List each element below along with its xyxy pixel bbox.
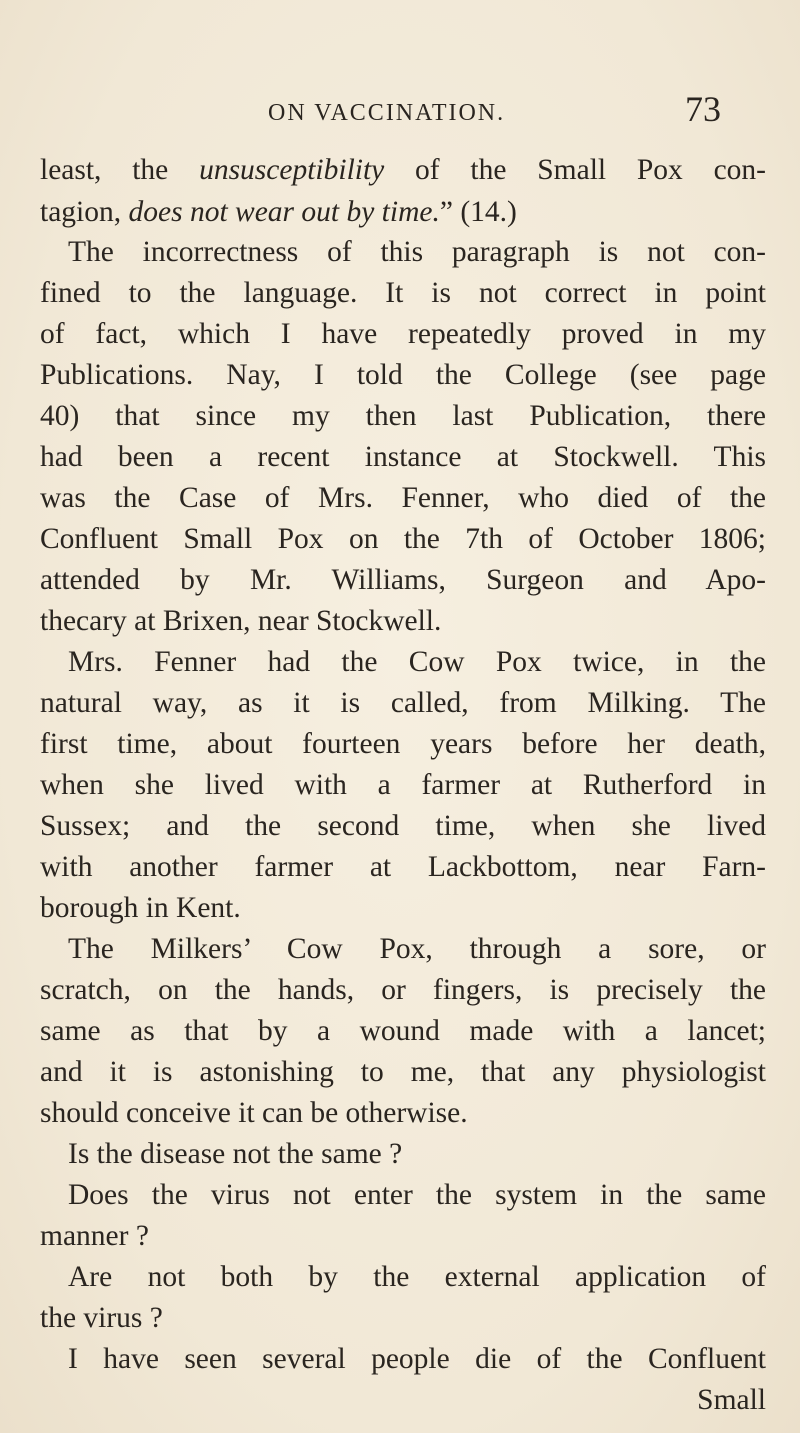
text-line: Confluent Small Pox on the 7th of October 1806; [40, 523, 766, 555]
text-line: Publications. Nay, I told the College (see page [40, 359, 766, 391]
text-line: first time, about fourteen years before her death, [40, 728, 766, 760]
text-line: Mrs. Fenner had the Cow Pox twice, in the [68, 646, 766, 678]
text-line: was the Case of Mrs. Fenner, who died of the [40, 482, 766, 514]
text-line: attended by Mr. Williams, Surgeon and Apo- [40, 564, 766, 596]
text-line: when she lived with a farmer at Rutherford in [40, 769, 766, 801]
text-line: 40) that since my then last Publication, there [40, 400, 766, 432]
text-line: manner ? [40, 1220, 149, 1252]
text-line: of fact, which I have repeatedly proved in my [40, 318, 766, 350]
text-line: Sussex; and the second time, when she lived [40, 810, 766, 842]
text-line: I have seen several people die of the Confluent [68, 1343, 766, 1375]
text-line: borough in Kent. [40, 892, 241, 924]
catchword: Small [697, 1384, 766, 1416]
text-line: tagion, does not wear out by time.” (14.) [40, 196, 517, 228]
text-line: thecary at Brixen, near Stockwell. [40, 605, 442, 637]
text-line: had been a recent instance at Stockwell. This [40, 441, 766, 473]
italic-phrase: does not wear out by time. [128, 196, 440, 228]
running-head: ON VACCINATION. [268, 100, 506, 126]
text-line: fined to the language. It is not correct in point [40, 277, 766, 309]
text-line: least, the unsusceptibility of the Small Pox con- [40, 154, 766, 186]
text-line: Is the disease not the same ? [68, 1138, 403, 1170]
text-line: the virus ? [40, 1302, 163, 1334]
text-line: with another farmer at Lackbottom, near Farn- [40, 851, 766, 883]
text-line: Does the virus not enter the system in the same [68, 1179, 766, 1211]
text-line: Are not both by the external application of [68, 1261, 766, 1293]
text-line: scratch, on the hands, or fingers, is precisely the [40, 974, 766, 1006]
text-line: The Milkers’ Cow Pox, through a sore, or [68, 933, 766, 965]
page-number: 73 [685, 89, 721, 129]
page-header [0, 84, 800, 132]
text-line: and it is astonishing to me, that any physiologist [40, 1056, 766, 1088]
text-line: natural way, as it is called, from Milking. The [40, 687, 766, 719]
text-line: same as that by a wound made with a lancet; [40, 1015, 766, 1047]
text-line: The incorrectness of this paragraph is not con- [68, 236, 766, 268]
italic-phrase: unsusceptibility [199, 154, 385, 186]
text-line: should conceive it can be otherwise. [40, 1097, 468, 1129]
